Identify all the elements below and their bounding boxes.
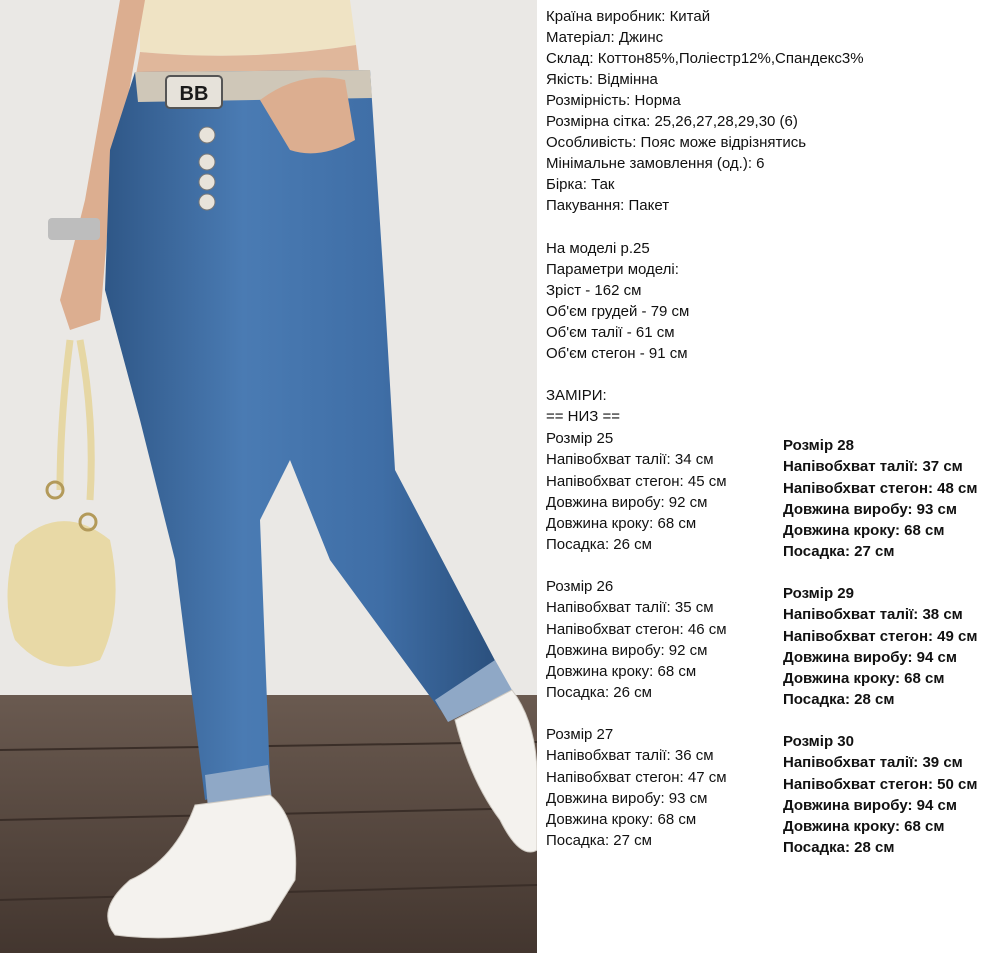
model-hips: Об'єм стегон - 91 см [546, 345, 688, 362]
size-hips: Напівобхват стегон: 45 см [546, 472, 727, 490]
size-label: Розмір 28 [783, 437, 854, 454]
size-rise: Посадка: 27 см [783, 543, 895, 561]
spec-country: Країна виробник: Китай [546, 8, 711, 25]
size-block-28 [783, 435, 977, 563]
size-rise: Посадка: 28 см [783, 691, 895, 709]
model-params [546, 238, 689, 364]
size-label: Розмір 27 [546, 726, 614, 743]
measurements-header [546, 385, 620, 427]
size-label: Розмір 25 [546, 430, 614, 447]
measurements-section: == НИЗ == [546, 408, 621, 425]
size-label: Розмір 30 [783, 733, 854, 750]
size-hips: Напівобхват стегон: 49 см [783, 627, 978, 645]
size-length: Довжина виробу: 93 см [546, 789, 708, 807]
size-block-30 [783, 731, 977, 859]
size-hips: Напівобхват стегон: 48 см [783, 479, 978, 497]
size-block-27 [546, 724, 727, 852]
spec-packaging: Пакування: Пакет [546, 197, 670, 214]
size-rise: Посадка: 27 см [546, 832, 652, 850]
model-size: На моделі р.25 [546, 240, 650, 257]
spec-quality: Якість: Відмінна [546, 71, 658, 88]
crop-top [140, 0, 356, 56]
size-inseam: Довжина кроку: 68 см [783, 818, 945, 836]
size-rise: Посадка: 26 см [546, 684, 652, 702]
size-rise: Посадка: 28 см [783, 839, 895, 857]
size-length: Довжина виробу: 92 см [546, 641, 708, 659]
size-length: Довжина виробу: 94 см [783, 648, 957, 666]
belt-logo: BB [179, 83, 209, 105]
size-inseam: Довжина кроку: 68 см [546, 811, 697, 829]
size-length: Довжина виробу: 93 см [783, 500, 957, 518]
measurements-title: ЗАМІРИ: [546, 387, 607, 404]
model-waist: Об'єм талії - 61 см [546, 324, 675, 341]
watch [48, 218, 100, 240]
spec-material: Матеріал: Джинс [546, 29, 664, 46]
size-waist: Напівобхват талії: 39 см [783, 754, 963, 772]
spec-tag: Бірка: Так [546, 176, 615, 193]
size-inseam: Довжина кроку: 68 см [783, 522, 945, 540]
size-length: Довжина виробу: 94 см [783, 796, 957, 814]
spec-feature: Особливість: Пояс може відрізнятись [546, 134, 807, 151]
size-label: Розмір 26 [546, 578, 614, 595]
product-specs [546, 6, 864, 216]
spec-min-order: Мінімальне замовлення (од.): 6 [546, 155, 765, 172]
size-waist: Напівобхват талії: 35 см [546, 599, 714, 617]
size-inseam: Довжина кроку: 68 см [783, 670, 945, 688]
spec-composition: Склад: Коттон85%,Поліестр12%,Спандекс3% [546, 50, 864, 67]
size-label: Розмір 29 [783, 585, 854, 602]
handbag [8, 521, 116, 666]
size-inseam: Довжина кроку: 68 см [546, 515, 697, 533]
size-hips: Напівобхват стегон: 46 см [546, 620, 727, 638]
size-waist: Напівобхват талії: 37 см [783, 458, 963, 476]
size-block-29 [783, 583, 977, 711]
size-block-26 [546, 576, 727, 704]
jeans-button [199, 154, 215, 170]
size-hips: Напівобхват стегон: 50 см [783, 775, 978, 793]
size-rise: Посадка: 26 см [546, 536, 652, 554]
size-hips: Напівобхват стегон: 47 см [546, 768, 727, 786]
size-length: Довжина виробу: 92 см [546, 493, 708, 511]
size-waist: Напівобхват талії: 38 см [783, 606, 963, 624]
model-height: Зріст - 162 см [546, 282, 642, 299]
jeans-button [199, 194, 215, 210]
model-chest: Об'єм грудей - 79 см [546, 303, 690, 320]
model-params-title: Параметри моделі: [546, 261, 679, 278]
jeans-button [199, 174, 215, 190]
size-inseam: Довжина кроку: 68 см [546, 663, 697, 681]
size-waist: Напівобхват талії: 36 см [546, 747, 714, 765]
spec-size-grid: Розмірна сітка: 25,26,27,28,29,30 (6) [546, 113, 798, 130]
spec-sizing: Розмірність: Норма [546, 92, 681, 109]
jeans-button [199, 127, 215, 143]
size-block-25 [546, 428, 727, 556]
size-waist: Напівобхват талії: 34 см [546, 451, 714, 469]
